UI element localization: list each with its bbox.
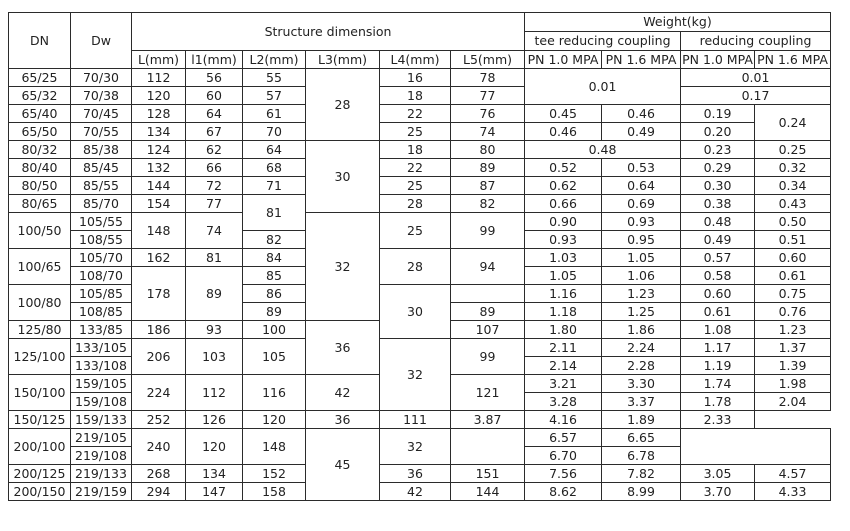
cell-coupling-pn16: 0.61 bbox=[755, 267, 831, 285]
cell-coupling-pn16: 1.98 bbox=[755, 375, 831, 393]
cell-l4: 36 bbox=[306, 411, 380, 429]
cell-tee-pn16: 3.30 bbox=[602, 375, 681, 393]
cell-dw: 85/38 bbox=[71, 141, 132, 159]
cell-tee-pn16: 0.95 bbox=[602, 231, 681, 249]
cell-l3: 28 bbox=[306, 69, 380, 141]
cell-l5: 76 bbox=[451, 105, 525, 123]
cell-l: 162 bbox=[132, 249, 186, 267]
cell-dw: 85/70 bbox=[71, 195, 132, 213]
cell-l2: 152 bbox=[243, 465, 306, 483]
table-row bbox=[9, 69, 831, 87]
cell-tee-pn10: 1.03 bbox=[525, 249, 602, 267]
cell-tee-pn16: 1.23 bbox=[602, 285, 681, 303]
cell-l1: 64 bbox=[186, 105, 243, 123]
cell-l3: 42 bbox=[306, 375, 380, 411]
cell-dn: 200/150 bbox=[9, 483, 71, 501]
cell-tee-pn16: 0.53 bbox=[602, 159, 681, 177]
cell-coupling-pn10: 1.89 bbox=[602, 411, 681, 429]
cell-l: 224 bbox=[132, 375, 186, 411]
table-row bbox=[9, 249, 831, 267]
cell-tee-pn10: 0.90 bbox=[525, 213, 602, 231]
cell-coupling-pn10: 0.58 bbox=[681, 267, 755, 285]
header-tee-reducing-coupling: tee reducing coupling bbox=[525, 32, 681, 51]
cell-l: 128 bbox=[132, 105, 186, 123]
header-weight: Weight(kg) bbox=[525, 13, 831, 32]
cell-l: 294 bbox=[132, 483, 186, 501]
cell-l2: 55 bbox=[243, 69, 306, 87]
cell-l5: 82 bbox=[451, 195, 525, 213]
cell-coupling-pn16: 0.75 bbox=[755, 285, 831, 303]
cell-dw: 133/108 bbox=[71, 357, 132, 375]
cell-coupling-pn10: 3.70 bbox=[681, 483, 755, 501]
header-l4: L4(mm) bbox=[380, 51, 451, 69]
cell-l3: 32 bbox=[306, 213, 380, 321]
cell-tee-pn10: 6.57 bbox=[525, 429, 602, 447]
cell-tee-pn10: 0.45 bbox=[525, 105, 602, 123]
cell-coupling-pn10: 0.38 bbox=[681, 195, 755, 213]
cell-coupling-pn10: 0.20 bbox=[681, 123, 755, 141]
cell-coupling-pn10: 1.74 bbox=[681, 375, 755, 393]
header-structure-dimension: Structure dimension bbox=[132, 13, 525, 51]
cell-l2: 81 bbox=[243, 195, 306, 231]
cell-tee-pn10: 1.80 bbox=[525, 321, 602, 339]
header-reducing-coupling: reducing coupling bbox=[681, 32, 831, 51]
cell-l4: 36 bbox=[380, 465, 451, 483]
cell-l: 134 bbox=[132, 123, 186, 141]
cell-l5: 74 bbox=[451, 123, 525, 141]
table-row bbox=[9, 87, 831, 105]
cell-dw: 133/85 bbox=[71, 321, 132, 339]
cell-dn: 80/65 bbox=[9, 195, 71, 213]
cell-l5: 78 bbox=[451, 69, 525, 87]
cell-dw: 219/108 bbox=[71, 447, 132, 465]
cell-dn: 65/40 bbox=[9, 105, 71, 123]
cell-tee-pn16: 6.78 bbox=[602, 447, 681, 465]
cell-coupling-pn16: 0.51 bbox=[755, 231, 831, 249]
cell-coupling-pn16: 1.23 bbox=[755, 321, 831, 339]
cell-l1: 112 bbox=[186, 375, 243, 411]
cell-dn: 125/100 bbox=[9, 339, 71, 375]
cell-coupling-pn10: 0.61 bbox=[681, 303, 755, 321]
cell-dw: 70/55 bbox=[71, 123, 132, 141]
cell-tee-pn10: 2.14 bbox=[525, 357, 602, 375]
cell-l4: 18 bbox=[380, 141, 451, 159]
cell-coupling-pn10: 0.19 bbox=[681, 105, 755, 123]
cell-tee-pn16: 7.82 bbox=[602, 465, 681, 483]
cell-l4: 28 bbox=[380, 249, 451, 285]
cell-coupling-pn16: 0.50 bbox=[755, 213, 831, 231]
cell-dw: 219/159 bbox=[71, 483, 132, 501]
cell-l2: 84 bbox=[243, 249, 306, 267]
cell-l2: 105 bbox=[243, 339, 306, 375]
cell-l4: 25 bbox=[380, 177, 451, 195]
cell-tee-pn16: 1.86 bbox=[602, 321, 681, 339]
cell-dn: 65/25 bbox=[9, 69, 71, 87]
cell-l1: 120 bbox=[186, 429, 243, 465]
cell-dn: 125/80 bbox=[9, 321, 71, 339]
cell-l5: 111 bbox=[380, 411, 451, 429]
cell-dw: 105/55 bbox=[71, 213, 132, 231]
cell-dw: 219/105 bbox=[71, 429, 132, 447]
cell-coupling-pn10: 3.05 bbox=[681, 465, 755, 483]
cell-tee-pn10: 1.05 bbox=[525, 267, 602, 285]
cell-l5: 77 bbox=[451, 87, 525, 105]
table-row bbox=[9, 483, 831, 501]
cell-coupling-weight: 0.01 bbox=[681, 69, 831, 87]
cell-l4: 16 bbox=[380, 69, 451, 87]
header-l5: L5(mm) bbox=[451, 51, 525, 69]
cell-tee-pn16: 1.05 bbox=[602, 249, 681, 267]
cell-dw: 219/133 bbox=[71, 465, 132, 483]
cell-l: 206 bbox=[132, 339, 186, 375]
cell-coupling-pn16: 4.57 bbox=[755, 465, 831, 483]
cell-coupling-pn10: 0.57 bbox=[681, 249, 755, 267]
header-l3: L3(mm) bbox=[306, 51, 380, 69]
cell-dw: 70/45 bbox=[71, 105, 132, 123]
cell-tee-pn10: 7.56 bbox=[525, 465, 602, 483]
cell-coupling-pn10: 0.48 bbox=[681, 213, 755, 231]
cell-l1: 93 bbox=[186, 321, 243, 339]
header-l2: L2(mm) bbox=[243, 51, 306, 69]
cell-l1: 56 bbox=[186, 69, 243, 87]
cell-dw: 133/105 bbox=[71, 339, 132, 357]
cell-l2: 100 bbox=[243, 321, 306, 339]
cell-dw: 105/70 bbox=[71, 249, 132, 267]
cell-tee-pn16: 0.64 bbox=[602, 177, 681, 195]
cell-tee-pn10: 0.52 bbox=[525, 159, 602, 177]
cell-l: 112 bbox=[132, 69, 186, 87]
cell-l1: 66 bbox=[186, 159, 243, 177]
cell-tee-pn16: 0.49 bbox=[602, 123, 681, 141]
cell-l: 154 bbox=[132, 195, 186, 213]
cell-dw: 108/55 bbox=[71, 231, 132, 249]
cell-dw: 108/70 bbox=[71, 267, 132, 285]
cell-coupling-pn10: 0.49 bbox=[681, 231, 755, 249]
cell-l: 178 bbox=[132, 267, 186, 321]
cell-dn: 100/65 bbox=[9, 249, 71, 285]
cell-l: 252 bbox=[132, 411, 186, 429]
cell-dn: 80/50 bbox=[9, 177, 71, 195]
cell-tee-pn16: 1.06 bbox=[602, 267, 681, 285]
cell-l: 268 bbox=[132, 465, 186, 483]
cell-l1: 147 bbox=[186, 483, 243, 501]
cell-coupling-pn16: 0.24 bbox=[755, 105, 831, 141]
cell-l2: 82 bbox=[243, 231, 306, 249]
cell-l4: 18 bbox=[380, 87, 451, 105]
cell-coupling-pn10: 1.19 bbox=[681, 357, 755, 375]
cell-l: 124 bbox=[132, 141, 186, 159]
cell-coupling-pn10: 1.08 bbox=[681, 321, 755, 339]
cell-dn: 150/100 bbox=[9, 375, 71, 411]
table-row bbox=[9, 429, 831, 447]
cell-tee-pn16: 0.69 bbox=[602, 195, 681, 213]
cell-l5: 144 bbox=[451, 483, 525, 501]
cell-dn: 80/40 bbox=[9, 159, 71, 177]
cell-l4: 25 bbox=[380, 213, 451, 249]
cell-coupling-pn10: 0.60 bbox=[681, 285, 755, 303]
table-row bbox=[9, 141, 831, 159]
table-row bbox=[9, 105, 831, 123]
cell-l: 186 bbox=[132, 321, 186, 339]
cell-coupling-pn16: 0.25 bbox=[755, 141, 831, 159]
table-row bbox=[9, 159, 831, 177]
cell-l2: 61 bbox=[243, 105, 306, 123]
cell-tee-weight: 0.48 bbox=[525, 141, 681, 159]
cell-l5: 121 bbox=[451, 375, 525, 411]
cell-coupling-pn10: 0.29 bbox=[681, 159, 755, 177]
cell-tee-pn10: 1.18 bbox=[525, 303, 602, 321]
cell-l4: 28 bbox=[380, 195, 451, 213]
cell-l: 120 bbox=[132, 87, 186, 105]
header-tee-pn10: PN 1.0 MPA bbox=[525, 51, 602, 69]
cell-l2: 85 bbox=[243, 267, 306, 285]
cell-dn: 200/125 bbox=[9, 465, 71, 483]
cell-l5: 151 bbox=[451, 465, 525, 483]
header-l1: l1(mm) bbox=[186, 51, 243, 69]
cell-dw: 85/55 bbox=[71, 177, 132, 195]
table-row bbox=[9, 213, 831, 231]
cell-dn: 65/32 bbox=[9, 87, 71, 105]
cell-tee-pn10: 0.93 bbox=[525, 231, 602, 249]
cell-tee-pn10: 0.66 bbox=[525, 195, 602, 213]
cell-l1: 134 bbox=[186, 465, 243, 483]
cell-l4: 42 bbox=[380, 483, 451, 501]
cell-l5: 87 bbox=[451, 177, 525, 195]
cell-coupling-pn16: 0.60 bbox=[755, 249, 831, 267]
cell-l2: 89 bbox=[243, 303, 306, 321]
cell-tee-pn16: 0.93 bbox=[602, 213, 681, 231]
cell-l4: 22 bbox=[380, 105, 451, 123]
cell-coupling-pn16: 2.04 bbox=[755, 393, 831, 411]
cell-dn: 150/125 bbox=[9, 411, 71, 429]
cell-dn: 80/32 bbox=[9, 141, 71, 159]
cell-l4: 25 bbox=[380, 123, 451, 141]
cell-coupling-pn16: 1.39 bbox=[755, 357, 831, 375]
cell-l1: 103 bbox=[186, 339, 243, 375]
cell-coupling-pn10: 0.30 bbox=[681, 177, 755, 195]
cell-l5 bbox=[451, 429, 525, 465]
cell-coupling-pn16: 0.43 bbox=[755, 195, 831, 213]
cell-tee-pn10: 2.11 bbox=[525, 339, 602, 357]
cell-l2: 71 bbox=[243, 177, 306, 195]
reducing-coupling-spec-table bbox=[8, 12, 831, 501]
cell-coupling-pn10: 1.17 bbox=[681, 339, 755, 357]
cell-dw: 159/108 bbox=[71, 393, 132, 411]
cell-dw: 85/45 bbox=[71, 159, 132, 177]
cell-l3: 45 bbox=[306, 429, 380, 501]
cell-l5: 89 bbox=[451, 303, 525, 321]
cell-l: 240 bbox=[132, 429, 186, 465]
cell-l2: 70 bbox=[243, 123, 306, 141]
table-row bbox=[9, 465, 831, 483]
table-row bbox=[9, 177, 831, 195]
cell-l2: 120 bbox=[243, 411, 306, 429]
cell-l5: 89 bbox=[451, 159, 525, 177]
cell-l5: 99 bbox=[451, 339, 525, 375]
cell-tee-pn10: 0.46 bbox=[525, 123, 602, 141]
cell-dw: 105/85 bbox=[71, 285, 132, 303]
cell-dn: 100/50 bbox=[9, 213, 71, 249]
cell-coupling-pn16: 0.76 bbox=[755, 303, 831, 321]
cell-coupling-weight: 0.17 bbox=[681, 87, 831, 105]
cell-l2: 116 bbox=[243, 375, 306, 411]
cell-l5: 94 bbox=[451, 249, 525, 285]
cell-tee-pn16: 6.65 bbox=[602, 429, 681, 447]
header-tee-pn16: PN 1.6 MPA bbox=[602, 51, 681, 69]
cell-dw: 159/133 bbox=[71, 411, 132, 429]
cell-tee-pn16: 1.25 bbox=[602, 303, 681, 321]
cell-dn: 65/50 bbox=[9, 123, 71, 141]
cell-l4: 32 bbox=[380, 429, 451, 465]
cell-l1: 67 bbox=[186, 123, 243, 141]
cell-tee-pn16: 8.99 bbox=[602, 483, 681, 501]
cell-l5: 107 bbox=[451, 321, 525, 339]
header-l: L(mm) bbox=[132, 51, 186, 69]
cell-l1: 89 bbox=[186, 267, 243, 321]
cell-tee-pn10: 1.16 bbox=[525, 285, 602, 303]
header-coupling-pn16: PN 1.6 MPA bbox=[755, 51, 831, 69]
cell-l2: 64 bbox=[243, 141, 306, 159]
table-row bbox=[9, 339, 831, 357]
cell-l4: 22 bbox=[380, 159, 451, 177]
cell-l5 bbox=[451, 285, 525, 303]
cell-coupling-empty bbox=[681, 429, 831, 465]
cell-tee-pn10: 3.21 bbox=[525, 375, 602, 393]
cell-coupling-pn16: 4.33 bbox=[755, 483, 831, 501]
cell-l3: 30 bbox=[306, 141, 380, 213]
cell-tee-pn10: 0.62 bbox=[525, 177, 602, 195]
cell-l: 148 bbox=[132, 213, 186, 249]
header-dw: Dw bbox=[71, 13, 132, 69]
cell-dw: 70/30 bbox=[71, 69, 132, 87]
cell-l4: 30 bbox=[380, 285, 451, 339]
cell-tee-pn10: 6.70 bbox=[525, 447, 602, 465]
cell-dw: 159/105 bbox=[71, 375, 132, 393]
cell-l: 144 bbox=[132, 177, 186, 195]
cell-coupling-pn16: 1.37 bbox=[755, 339, 831, 357]
cell-l5: 99 bbox=[451, 213, 525, 249]
cell-l3: 36 bbox=[306, 321, 380, 375]
cell-l2: 148 bbox=[243, 429, 306, 465]
cell-coupling-pn16: 2.33 bbox=[681, 411, 755, 429]
cell-coupling-pn16: 0.34 bbox=[755, 177, 831, 195]
cell-l1: 60 bbox=[186, 87, 243, 105]
cell-l4: 32 bbox=[380, 339, 451, 411]
header-coupling-pn10: PN 1.0 MPA bbox=[682, 52, 753, 67]
table-row bbox=[9, 411, 831, 429]
cell-l2: 68 bbox=[243, 159, 306, 177]
cell-l1: 126 bbox=[186, 411, 243, 429]
table-row bbox=[9, 123, 831, 141]
cell-dw: 70/38 bbox=[71, 87, 132, 105]
cell-l: 132 bbox=[132, 159, 186, 177]
cell-tee-pn10: 3.28 bbox=[525, 393, 602, 411]
cell-l1: 77 bbox=[186, 195, 243, 213]
cell-coupling-pn10: 1.78 bbox=[681, 393, 755, 411]
cell-l2: 86 bbox=[243, 285, 306, 303]
cell-l2: 57 bbox=[243, 87, 306, 105]
table-row bbox=[9, 195, 831, 213]
cell-dn: 100/80 bbox=[9, 285, 71, 321]
cell-tee-pn16: 2.28 bbox=[602, 357, 681, 375]
cell-l1: 81 bbox=[186, 249, 243, 267]
cell-l2: 158 bbox=[243, 483, 306, 501]
cell-l5: 80 bbox=[451, 141, 525, 159]
cell-coupling-pn16: 0.32 bbox=[755, 159, 831, 177]
cell-tee-pn16: 4.16 bbox=[525, 411, 602, 429]
cell-dn: 200/100 bbox=[9, 429, 71, 465]
cell-tee-pn10: 8.62 bbox=[525, 483, 602, 501]
cell-tee-pn10: 3.87 bbox=[451, 411, 525, 429]
cell-tee-pn16: 3.37 bbox=[602, 393, 681, 411]
spec-table-container bbox=[8, 12, 831, 501]
cell-l1: 74 bbox=[186, 213, 243, 249]
cell-tee-weight: 0.01 bbox=[525, 69, 681, 105]
header-dn: DN bbox=[9, 13, 71, 69]
cell-tee-pn16: 2.24 bbox=[602, 339, 681, 357]
cell-dw: 108/85 bbox=[71, 303, 132, 321]
cell-l1: 62 bbox=[186, 141, 243, 159]
cell-coupling-pn10: 0.23 bbox=[681, 141, 755, 159]
cell-tee-pn16: 0.46 bbox=[602, 105, 681, 123]
cell-l1: 72 bbox=[186, 177, 243, 195]
